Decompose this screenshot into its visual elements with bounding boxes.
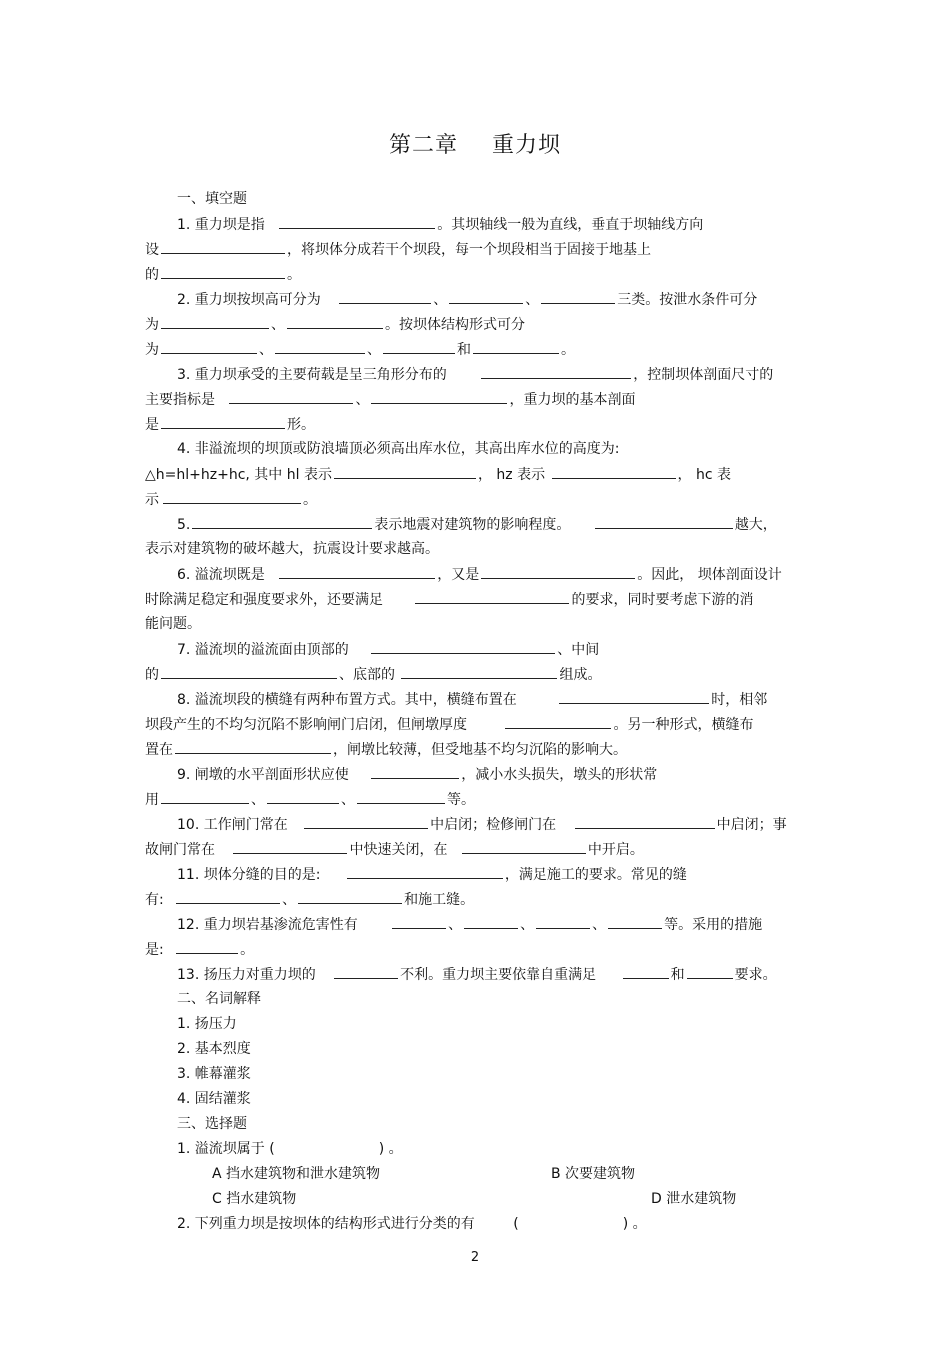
answer-blank[interactable]: [334, 965, 398, 979]
section-heading-choice: 三、选择题: [177, 1116, 247, 1132]
answer-blank[interactable]: [481, 565, 635, 579]
q13-line: 13. 扬压力对重力坝的 不利。重力坝主要依靠自重满足 和 要求。: [177, 967, 777, 983]
answer-blank[interactable]: [552, 465, 676, 479]
answer-blank[interactable]: [275, 340, 365, 354]
chapter-subject: 重力坝: [492, 133, 562, 158]
mc1-option-b[interactable]: B 次要建筑物: [551, 1166, 636, 1182]
answer-blank[interactable]: [279, 215, 435, 229]
q6-line1: 6. 溢流坝既是 ，又是 。因此， 坝体剖面设计: [177, 567, 782, 583]
q8-line1: 8. 溢流坝段的横缝有两种布置方式。其中，横缝布置在 时，相邻: [177, 692, 768, 708]
answer-blank[interactable]: [163, 490, 301, 504]
answer-blank[interactable]: [175, 740, 331, 754]
q7-line1: 7. 溢流坝的溢流面由顶部的 、中间: [177, 642, 600, 658]
answer-blank[interactable]: [401, 665, 557, 679]
answer-blank[interactable]: [481, 365, 631, 379]
page-number: 2: [470, 1250, 480, 1265]
answer-blank[interactable]: [334, 465, 476, 479]
q4-line1: 4. 非溢流坝的坝顶或防浪墙顶必须高出库水位，其高出库水位的高度为:: [177, 441, 620, 457]
answer-blank[interactable]: [536, 915, 590, 929]
answer-blank[interactable]: [559, 690, 709, 704]
answer-blank[interactable]: [161, 265, 285, 279]
answer-blank[interactable]: [541, 290, 615, 304]
q4-line2: △h=hl+hz+hc, 其中 hl 表示 ， hz 表示 ， hc 表: [145, 467, 732, 483]
definition-item: 4. 固结灌浆: [177, 1091, 251, 1107]
answer-blank[interactable]: [383, 340, 455, 354]
answer-blank[interactable]: [473, 340, 559, 354]
answer-blank[interactable]: [192, 515, 372, 529]
q9-line2: 用 、 、 等。: [145, 792, 475, 808]
mc1-option-d[interactable]: D 泄水建筑物: [651, 1191, 737, 1207]
mc1-option-c[interactable]: C 挡水建筑物: [212, 1191, 297, 1207]
q11-line1: 11. 坝体分缝的目的是: ，满足施工的要求。常见的缝: [177, 867, 687, 883]
answer-blank[interactable]: [347, 865, 503, 879]
answer-blank[interactable]: [161, 665, 337, 679]
answer-blank[interactable]: [339, 290, 431, 304]
answer-blank[interactable]: [392, 915, 446, 929]
answer-blank[interactable]: [371, 390, 507, 404]
q11-line2: 有: 、 和施工缝。: [145, 892, 475, 908]
q8-line2: 坝段产生的不均匀沉陷不影响闸门启闭，但闸墩厚度 。另一种形式，横缝布: [145, 717, 754, 733]
q12-line1: 12. 重力坝岩基渗流危害性有 、 、 、 等。采用的措施: [177, 917, 763, 933]
section-heading-fill-blank: 一、填空题: [177, 191, 247, 207]
q1-line2: 设 ，将坝体分成若干个坝段，每一个坝段相当于固接于地基上: [145, 242, 651, 258]
definition-item: 1. 扬压力: [177, 1016, 237, 1032]
answer-blank[interactable]: [161, 240, 285, 254]
section-heading-definitions: 二、名词解释: [177, 991, 261, 1007]
q9-line1: 9. 闸墩的水平剖面形状应使 ，减小水头损失，墩头的形状常: [177, 767, 658, 783]
q2-line3: 为 、 、 和 。: [145, 342, 575, 358]
answer-blank[interactable]: [233, 840, 347, 854]
chapter-title: [0, 128, 950, 159]
answer-blank[interactable]: [161, 790, 249, 804]
mc1-option-a[interactable]: A 挡水建筑物和泄水建筑物: [212, 1166, 381, 1182]
answer-blank[interactable]: [371, 640, 555, 654]
answer-blank[interactable]: [595, 515, 733, 529]
q1-line3: 的 。: [145, 267, 301, 283]
answer-blank[interactable]: [267, 790, 339, 804]
answer-blank[interactable]: [449, 290, 523, 304]
mc1-stem: 1. 溢流坝属于 ( ) 。: [177, 1141, 403, 1157]
answer-blank[interactable]: [462, 840, 586, 854]
q12-line2: 是: 。: [145, 942, 255, 958]
answer-blank[interactable]: [687, 965, 733, 979]
answer-blank[interactable]: [371, 765, 459, 779]
answer-blank[interactable]: [161, 340, 257, 354]
answer-blank[interactable]: [623, 965, 669, 979]
definition-item: 2. 基本烈度: [177, 1041, 251, 1057]
mc2-stem: 2. 下列重力坝是按坝体的结构形式进行分类的有 ( ) 。: [177, 1216, 647, 1232]
q10-line1: 10. 工作闸门常在 中启闭；检修闸门在 中启闭；事: [177, 817, 787, 833]
q6-line2: 时除满足稳定和强度要求外，还要满足 的要求，同时要考虑下游的消: [145, 592, 754, 608]
q3-line3: 是 形。: [145, 417, 315, 433]
answer-blank[interactable]: [575, 815, 715, 829]
answer-blank[interactable]: [415, 590, 569, 604]
q7-line2: 的 、底部的 组成。: [145, 667, 602, 683]
q3-line1: 3. 重力坝承受的主要荷载是呈三角形分布的 ，控制坝体剖面尺寸的: [177, 367, 774, 383]
q2-line1: 2. 重力坝按坝高可分为 、 、 三类。按泄水条件可分: [177, 292, 758, 308]
answer-blank[interactable]: [298, 890, 402, 904]
q3-line2: 主要指标是 、 ，重力坝的基本剖面: [145, 392, 636, 408]
answer-blank[interactable]: [176, 890, 280, 904]
q6-line3: 能问题。: [145, 616, 201, 632]
answer-blank[interactable]: [304, 815, 428, 829]
answer-blank[interactable]: [161, 415, 285, 429]
answer-blank[interactable]: [505, 715, 611, 729]
q10-line2: 故闸门常在 中快速关闭，在 中开启。: [145, 842, 644, 858]
chapter-number: 第二章: [388, 133, 458, 158]
answer-blank[interactable]: [176, 940, 238, 954]
answer-blank[interactable]: [357, 790, 445, 804]
q4-line3: 示 。: [145, 492, 317, 508]
q1-line1: 1. 重力坝是指 。其坝轴线一般为直线，垂直于坝轴线方向: [177, 217, 704, 233]
q2-line2: 为 、 。按坝体结构形式可分: [145, 317, 525, 333]
answer-blank[interactable]: [161, 315, 269, 329]
answer-blank[interactable]: [279, 565, 435, 579]
q8-line3: 置在 ，闸墩比较薄，但受地基不均匀沉陷的影响大。: [145, 742, 627, 758]
q5-line2: 表示对建筑物的破坏越大，抗震设计要求越高。: [145, 541, 439, 557]
answer-blank[interactable]: [287, 315, 383, 329]
q5-line1: 5. 表示地震对建筑物的影响程度。 越大，: [177, 517, 777, 533]
definition-item: 3. 帷幕灌浆: [177, 1066, 251, 1082]
answer-blank[interactable]: [229, 390, 353, 404]
answer-blank[interactable]: [608, 915, 662, 929]
answer-blank[interactable]: [464, 915, 518, 929]
